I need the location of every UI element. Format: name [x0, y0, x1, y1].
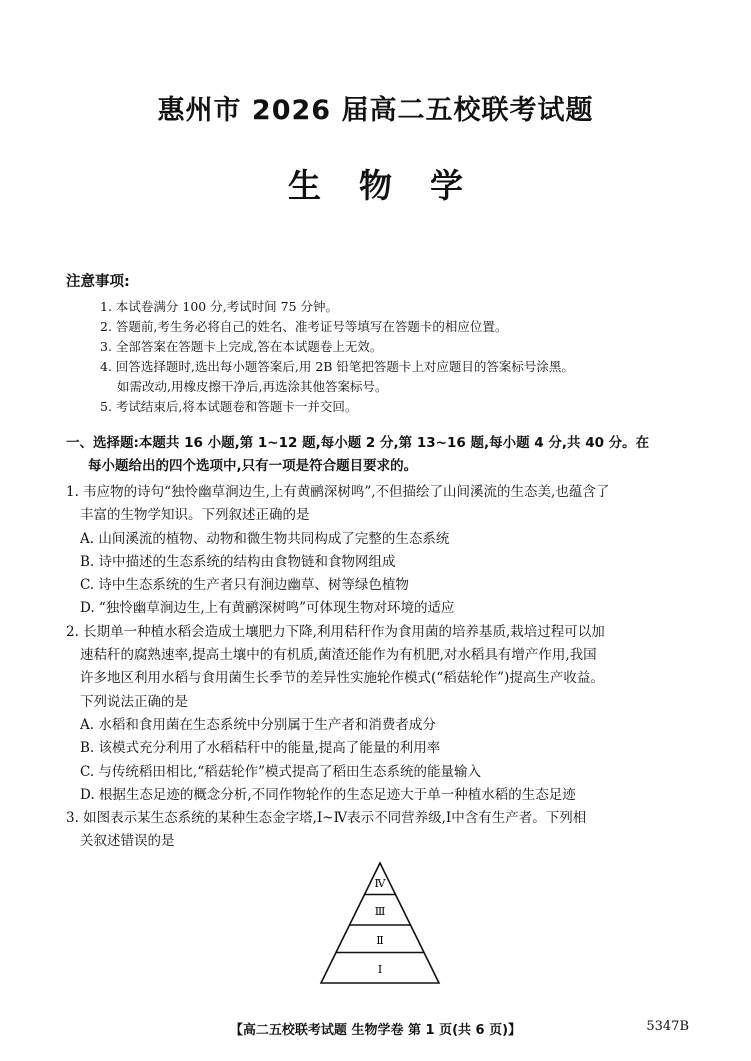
notice-list: [100, 297, 574, 417]
section-heading: [66, 432, 694, 478]
notice-item: 5. 考试结束后,将本试题卷和答题卡一并交回。: [100, 399, 358, 414]
pyramid-level-label: Ⅲ: [374, 905, 386, 918]
option-b: B. 该模式充分利用了水稻秸秆中的能量,提高了能量的利用率: [80, 740, 441, 757]
question-stem: 许多地区利用水稻与食用菌生长季节的差异性实施轮作模式(“稻菇轮作”)提高生产收益。: [80, 670, 604, 687]
pyramid-level-label: Ⅳ: [374, 877, 386, 890]
notice-item: 4. 回答选择题时,选出每小题答案后,用 2B 铅笔把答题卡上对应题目的答案标号涂黑。: [100, 359, 574, 374]
question-1: [66, 481, 694, 621]
option-d: D. “独怜幽草涧边生,上有黄鹂深树鸣”可体现生物对环境的适应: [80, 600, 455, 617]
option-b: B. 诗中描述的生态系统的结构由食物链和食物网组成: [80, 553, 396, 570]
question-stem: 1. 韦应物的诗句“独怜幽草涧边生,上有黄鹂深树鸣”,不但描绘了山间溪流的生态美,也蕴含了: [66, 484, 610, 500]
question-stem: 丰富的生物学知识。下列叙述正确的是: [80, 507, 310, 524]
notice-heading: 注意事项:: [66, 274, 130, 290]
notice-item: 3. 全部答案在答题卡上完成,答在本试题卷上无效。: [100, 339, 383, 354]
option-c: C. 诗中生态系统的生产者只有涧边幽草、树等绿色植物: [80, 577, 409, 594]
paper-code: 5347B: [646, 1019, 689, 1034]
notice-item-continuation: 如需改动,用橡皮擦干净后,再选涂其他答案标号。: [117, 379, 388, 394]
notice-item: 2. 答题前,考生务必将自己的姓名、准考证号等填写在答题卡的相应位置。: [100, 319, 508, 334]
question-2: [66, 621, 694, 807]
ecological-pyramid-figure: [318, 860, 442, 988]
option-d: D. 根据生态足迹的概念分析,不同作物轮作的生态足迹大于单一种植水稻的生态足迹: [80, 786, 576, 803]
notice-item: 1. 本试卷满分 100 分,考试时间 75 分钟。: [100, 299, 339, 314]
option-a: A. 水稻和食用菌在生态系统中分别属于生产者和消费者成分: [80, 716, 436, 733]
question-stem: 3. 如图表示某生态系统的某种生态金字塔,Ⅰ~Ⅳ表示不同营养级,Ⅰ中含有生产者。下列相: [66, 810, 587, 827]
question-stem: 2. 长期单一种植水稻会造成土壤肥力下降,利用秸秆作为食用菌的培养基质,栽培过程可以加: [66, 623, 605, 640]
pyramid-level-label: Ⅱ: [376, 934, 384, 947]
question-stem: 下列说法正确的是: [80, 693, 188, 710]
section-heading-line: 一、选择题:本题共 16 小题,第 1~12 题,每小题 2 分,第 13~16 题,每小题 4 分,共 40 分。在: [66, 435, 650, 451]
subject-title: 生物学: [288, 166, 501, 205]
option-a: A. 山间溪流的植物、动物和微生物共同构成了完整的生态系统: [80, 530, 450, 547]
question-3: [66, 807, 694, 854]
option-c: C. 与传统稻田相比,“稻菇轮作”模式提高了稻田生态系统的能量输入: [80, 763, 482, 780]
question-stem: 速秸秆的腐熟速率,提高土壤中的有机质,菌渣还能作为有机肥,对水稻具有增产作用,我国: [80, 647, 597, 664]
section-heading-line: 每小题给出的四个选项中,只有一项是符合题目要求的。: [88, 458, 418, 474]
question-stem: 关叙述错误的是: [80, 833, 175, 850]
question-list: [66, 481, 694, 854]
exam-title: 惠州市 2026 届高二五校联考试题: [157, 95, 594, 126]
page-footer: 【高二五校联考试题 生物学卷 第 1 页(共 6 页)】: [229, 1023, 522, 1038]
pyramid-level-label: Ⅰ: [377, 963, 383, 976]
